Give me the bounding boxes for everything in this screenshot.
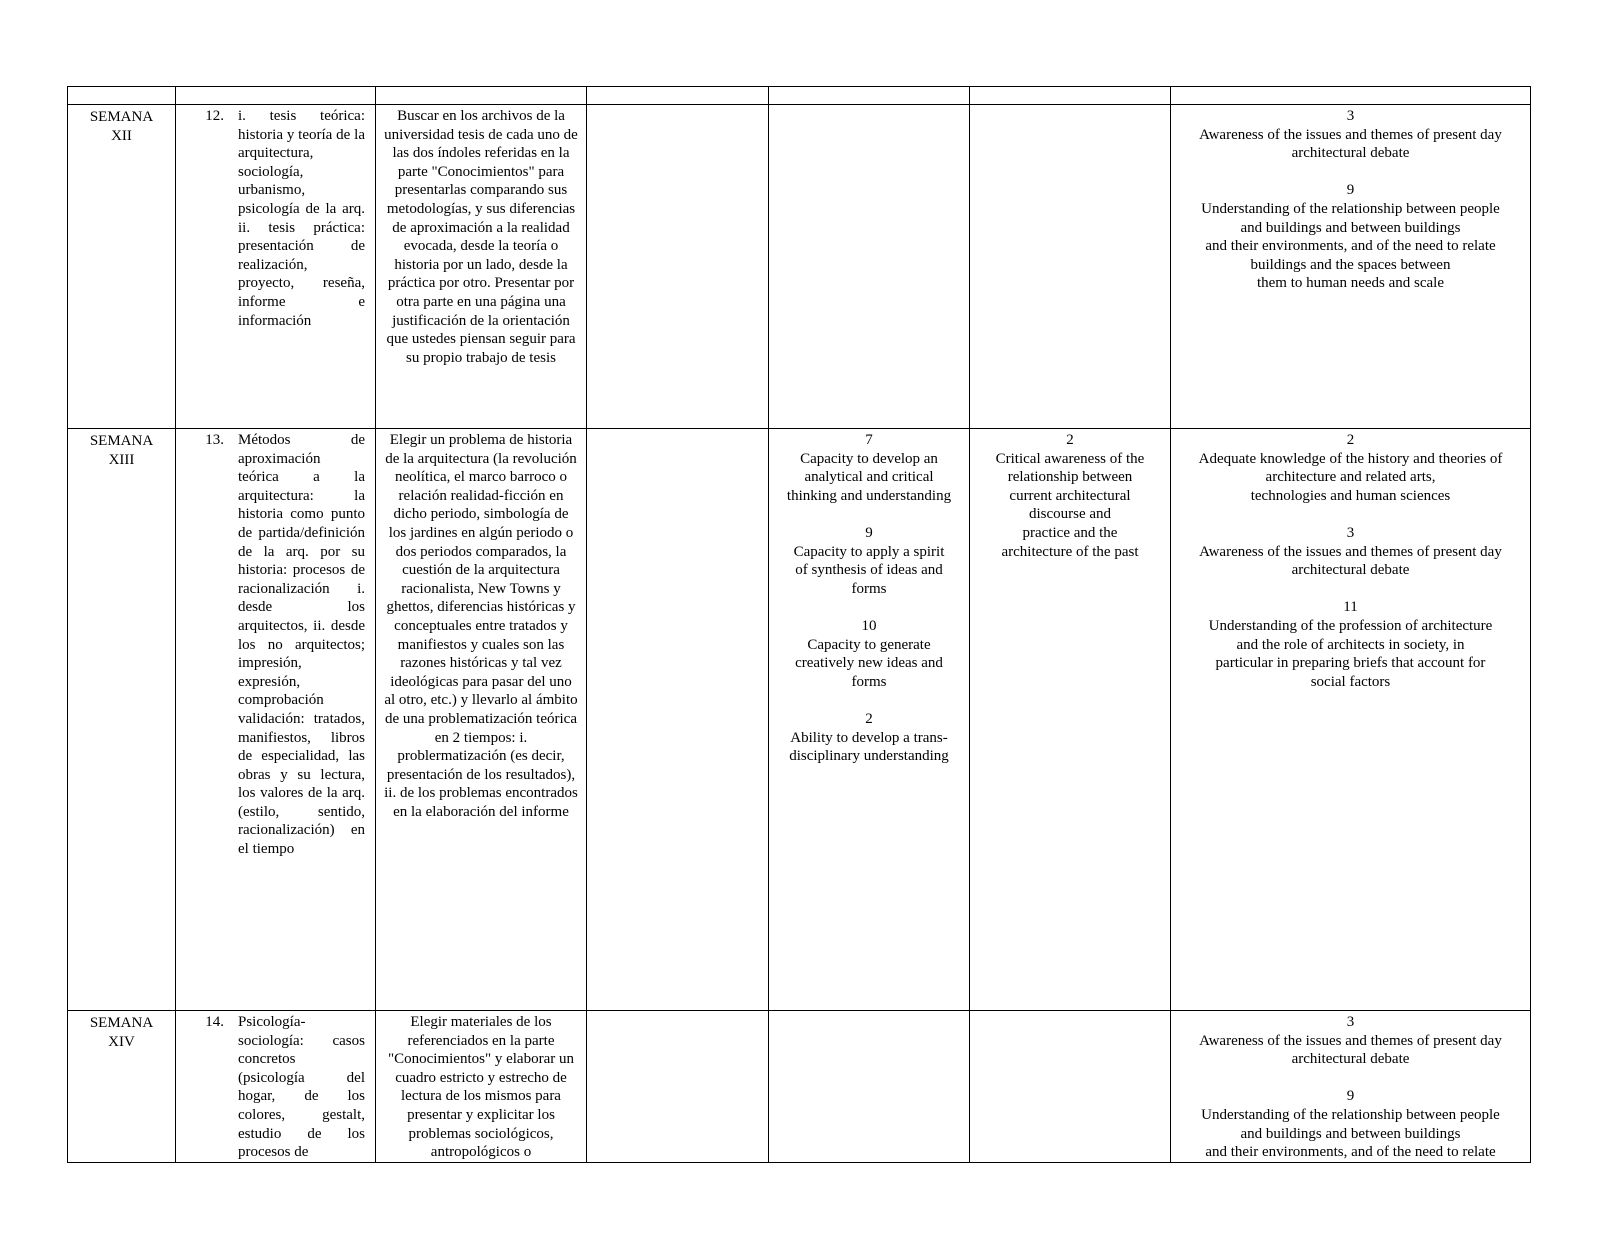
competence-line: and their environments, and of the need to relate xyxy=(1205,238,1496,255)
col4-cell xyxy=(587,1011,769,1163)
competence-line: Awareness of the issues and themes of present day xyxy=(1199,543,1502,560)
competence-block xyxy=(1177,598,1524,691)
competence-line: architectural debate xyxy=(1291,1051,1410,1068)
syllabus-table xyxy=(67,86,1531,1163)
header-cell xyxy=(970,87,1171,105)
header-cell xyxy=(176,87,376,105)
competence-line: particular in preparing briefs that account for xyxy=(1215,655,1486,672)
competence-line: disciplinary understanding xyxy=(789,748,949,765)
table-row xyxy=(68,1011,1531,1163)
competence-line: architecture of the past xyxy=(1001,543,1139,560)
competence-line: current architectural xyxy=(1009,487,1131,504)
table-body xyxy=(68,105,1531,1163)
generic-competences-cell xyxy=(769,105,970,429)
header-cell xyxy=(769,87,970,105)
competence-block xyxy=(775,524,963,598)
activity-cell: Buscar en los archivos de la universidad tesis de cada uno de las dos índoles referidas en la parte "Conocimientos" para presentarlas comparando sus metodologías, y sus diferencias de aproximación a la realidad evocada, desde la teoría o historia por un lado, desde la práctica por otro. Presentar por otra parte en una página una justificación de la orientación que ustedes piensan seguir para su propio trabajo de tesis xyxy=(376,105,587,429)
competence-block xyxy=(775,710,963,766)
table-row xyxy=(68,105,1531,429)
competence-line: Understanding of the relationship between people xyxy=(1201,200,1500,217)
competence-block xyxy=(1177,524,1524,580)
topic-number: 13. xyxy=(205,432,224,448)
competence-number: 2 xyxy=(865,710,873,727)
week-label xyxy=(68,1011,176,1163)
competence-line: Understanding of the profession of architecture xyxy=(1208,617,1493,634)
topic-cell xyxy=(176,1011,376,1163)
competence-line: Adequate knowledge of the history and theories of xyxy=(1198,450,1503,467)
competence-number: 9 xyxy=(1346,182,1355,199)
topic-number: 12. xyxy=(205,108,224,124)
competence-line: buildings and the spaces between xyxy=(1250,256,1451,273)
topic-text: Métodos de aproximación teórica a la arquitectura: la historia como punto de partida/definición de la arq. por su historia: procesos de racionalización i. desde los arquitectos, ii. desde los no arquitectos; impresión, expresión, comprobación validación: tratados, manifiestos, libros de especialidad, las obras y su lectura, los valores de la arq. (estilo, sentido, racionalización) en el tiempo xyxy=(238,432,365,858)
week-label xyxy=(68,105,176,429)
competence-number: 9 xyxy=(1346,1088,1355,1105)
competence-line: Capacity to apply a spirit xyxy=(793,543,945,560)
architecture-competences-cell xyxy=(1171,429,1531,1011)
competence-line: architecture and related arts, xyxy=(1265,469,1436,486)
competence-line: Awareness of the issues and themes of present day xyxy=(1199,126,1502,143)
competence-number: 2 xyxy=(1066,432,1074,448)
topic-text: Psicología-sociología: casos concretos (psicología del hogar, de los colores, gestalt, estudio de los procesos de xyxy=(238,1014,365,1161)
topic-text: i. tesis teórica: historia y teoría de la arquitectura, sociología, urbanismo, psicología de la arq. ii. tesis práctica: presentación de realización, proyecto, reseña, informe e información xyxy=(238,108,365,329)
competence-line: of synthesis of ideas and xyxy=(795,562,943,579)
architecture-competences-cell xyxy=(1171,105,1531,429)
competence-line: them to human needs and scale xyxy=(1256,275,1445,292)
competence-line: Capacity to develop an xyxy=(800,450,938,467)
topic-item xyxy=(184,431,365,859)
competence-line: and buildings and between buildings xyxy=(1240,1125,1461,1142)
competence-number: 11 xyxy=(1343,599,1358,616)
competence-number: 7 xyxy=(865,432,873,448)
week-label-line: SEMANA xyxy=(89,1015,154,1031)
competence-line: social factors xyxy=(1310,673,1391,690)
table-row xyxy=(68,429,1531,1011)
competence-number: 9 xyxy=(865,524,873,541)
competence-line: Awareness of the issues and themes of present day xyxy=(1199,1032,1502,1049)
competence-block xyxy=(1177,431,1524,505)
competence-line: technologies and human sciences xyxy=(1250,487,1451,504)
week-label-line: XIV xyxy=(108,1033,135,1050)
topic-cell xyxy=(176,105,376,429)
competence-line: Critical awareness of the xyxy=(995,450,1145,467)
header-cell xyxy=(587,87,769,105)
activity-cell: Elegir un problema de historia de la arquitectura (la revolución neolítica, el marco barroco o relación realidad-ficción en dicho periodo, simbología de los jardines en algún periodo o dos periodos comparados, la cuestión de la arquitectura racionalista, New Towns y ghettos, diferencias históricas y conceptuales entre tratados y manifiestos y cuales son las razones históricas y tal vez ideológicas para pasar del uno al otro, etc.) y llevarlo al ámbito de una problematización teórica en 2 tiempos: i. problermatización (es decir, presentación de los resultados), ii. de los problemas encontrados en la elaboración del informe xyxy=(376,429,587,1011)
competence-block xyxy=(1177,1013,1524,1069)
competence-line: and buildings and between buildings xyxy=(1240,219,1461,236)
competence-line: creatively new ideas and xyxy=(795,655,943,672)
competence-line: Capacity to generate xyxy=(807,636,931,653)
col4-cell xyxy=(587,429,769,1011)
competence-block xyxy=(775,617,963,691)
specific-competences-cell xyxy=(970,1011,1171,1163)
competence-block xyxy=(976,431,1164,561)
week-label-line: SEMANA xyxy=(89,109,154,125)
col4-cell xyxy=(587,105,769,429)
specific-competences-cell xyxy=(970,429,1171,1011)
competence-number: 10 xyxy=(861,617,877,634)
competence-line: analytical and critical xyxy=(804,469,934,486)
header-cell xyxy=(68,87,176,105)
competence-line: relationship between xyxy=(1007,469,1133,486)
competence-line: discourse and xyxy=(1028,506,1112,523)
competence-line: thinking and understanding xyxy=(786,487,952,504)
competence-line: Understanding of the relationship between people xyxy=(1201,1106,1500,1123)
topic-item xyxy=(184,1013,365,1162)
competence-line: Ability to develop a trans- xyxy=(790,729,948,746)
competence-line: practice and the xyxy=(1022,524,1118,541)
header-row xyxy=(68,87,1531,105)
header-cell xyxy=(1171,87,1531,105)
competence-block xyxy=(775,431,963,505)
competence-block xyxy=(1177,1087,1524,1161)
generic-competences-cell xyxy=(769,1011,970,1163)
architecture-competences-cell xyxy=(1171,1011,1531,1163)
week-label-line: SEMANA xyxy=(89,433,154,449)
week-label-line: XII xyxy=(111,127,132,144)
topic-number: 14. xyxy=(205,1014,224,1030)
header-cell xyxy=(376,87,587,105)
generic-competences-cell xyxy=(769,429,970,1011)
competence-number: 3 xyxy=(1346,108,1355,124)
competence-line: architectural debate xyxy=(1291,145,1410,162)
competence-line: architectural debate xyxy=(1291,562,1410,579)
competence-line: forms xyxy=(851,673,887,690)
specific-competences-cell xyxy=(970,105,1171,429)
competence-line: and the role of architects in society, in xyxy=(1236,636,1465,653)
competence-number: 3 xyxy=(1346,524,1355,541)
week-label-line: XIII xyxy=(108,451,135,468)
competence-line: forms xyxy=(851,580,887,597)
activity-cell: Elegir materiales de los referenciados en la parte "Conocimientos" y elaborar un cuadro estricto y estrecho de lectura de los mismos para presentar y explicitar los problemas sociológicos, antropológicos o xyxy=(376,1011,587,1163)
competence-number: 3 xyxy=(1346,1014,1355,1030)
competence-number: 2 xyxy=(1346,432,1355,448)
competence-line: and their environments, and of the need to relate xyxy=(1205,1144,1496,1161)
competence-block xyxy=(1177,107,1524,163)
topic-cell xyxy=(176,429,376,1011)
topic-item xyxy=(184,107,365,330)
week-label xyxy=(68,429,176,1011)
competence-block xyxy=(1177,181,1524,293)
